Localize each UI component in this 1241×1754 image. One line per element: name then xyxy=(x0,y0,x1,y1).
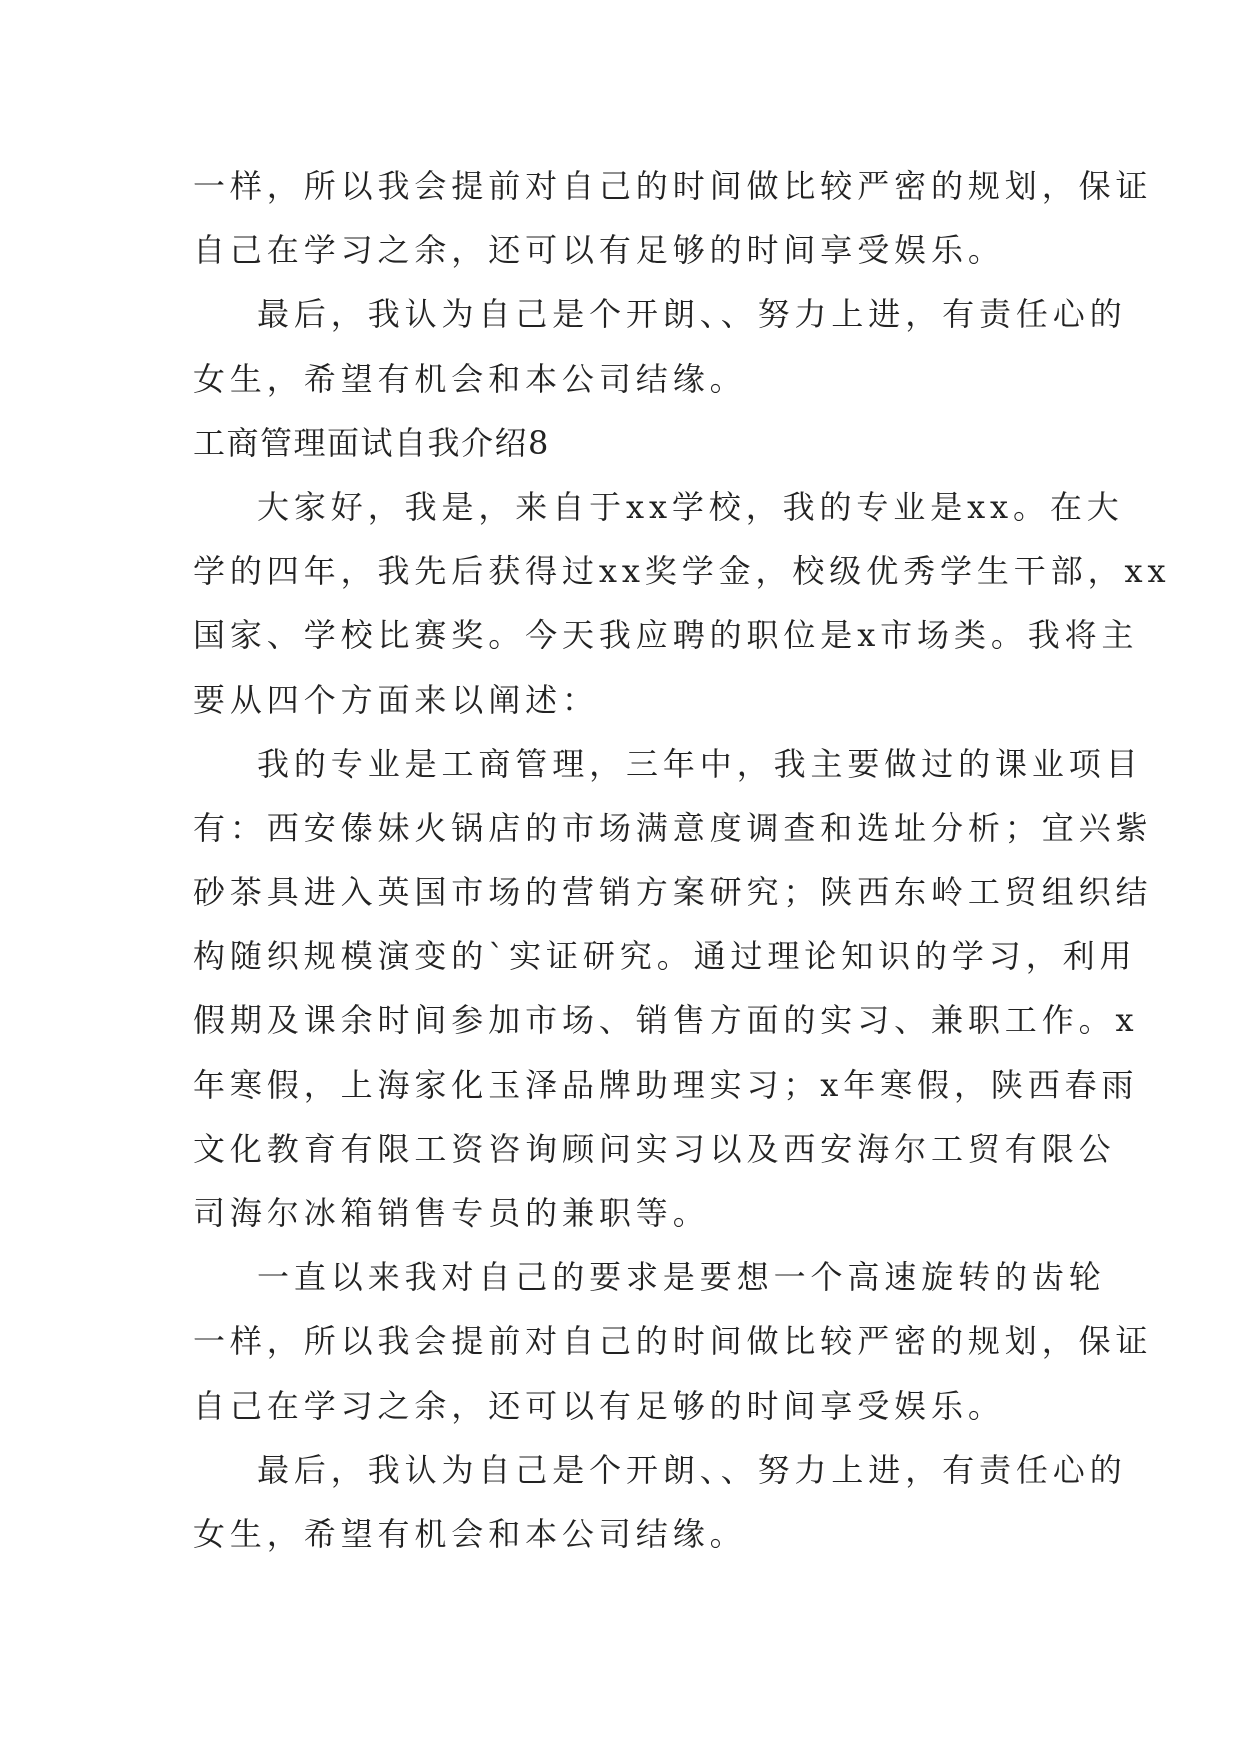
text-line: 假期及课余时间参加市场、销售方面的实习、兼职工作。x xyxy=(193,1001,1139,1040)
text-line: 一样，所以我会提前对自己的时间做比较严密的规划，保证 xyxy=(193,1322,1153,1361)
paragraph-first-line: 一直以来我对自己的要求是要想一个高速旋转的齿轮 xyxy=(257,1258,1106,1297)
text-line: 砂茶具进入英国市场的营销方案研究；陕西东岭工贸组织结 xyxy=(193,873,1153,912)
text-line: 文化教育有限工资咨询顾问实习以及西安海尔工贸有限公 xyxy=(193,1129,1116,1168)
text-line: 要从四个方面来以阐述： xyxy=(193,680,599,719)
text-line: 学的四年，我先后获得过xx奖学金，校级优秀学生干部，xx xyxy=(193,552,1171,591)
document-body xyxy=(193,154,1171,1566)
text-line: 国家、学校比赛奖。今天我应聘的职位是x市场类。我将主 xyxy=(193,616,1139,655)
paragraph-first-line: 我的专业是工商管理，三年中，我主要做过的课业项目 xyxy=(257,744,1143,783)
text-line: 司海尔冰箱销售专员的兼职等。 xyxy=(193,1194,710,1232)
section-heading: 工商管理面试自我介绍8 xyxy=(193,423,550,462)
paragraph-first-line: 大家好，我是，来自于xx学校，我的专业是xx。在大 xyxy=(257,487,1124,526)
text-line: 一样，所以我会提前对自己的时间做比较严密的规划，保证 xyxy=(193,167,1153,205)
paragraph-first-line: 最后，我认为自己是个开朗、、努力上进，有责任心的 xyxy=(257,1450,1127,1489)
text-line: 年寒假，上海家化玉泽品牌助理实习；x年寒假，陕西春雨 xyxy=(193,1065,1139,1104)
text-line: 构随织规模演变的`实证研究。通过理论知识的学习，利用 xyxy=(193,937,1137,976)
text-line: 自己在学习之余，还可以有足够的时间享受娱乐。 xyxy=(193,1386,1005,1425)
text-line: 自己在学习之余，还可以有足够的时间享受娱乐。 xyxy=(193,231,1005,270)
text-line: 女生，希望有机会和本公司结缘。 xyxy=(193,1514,747,1553)
paragraph-first-line: 最后，我认为自己是个开朗、、努力上进，有责任心的 xyxy=(257,295,1127,334)
text-line: 女生，希望有机会和本公司结缘。 xyxy=(193,359,747,398)
text-line: 有：西安傣妹火锅店的市场满意度调查和选址分析；宜兴紫 xyxy=(193,808,1153,847)
